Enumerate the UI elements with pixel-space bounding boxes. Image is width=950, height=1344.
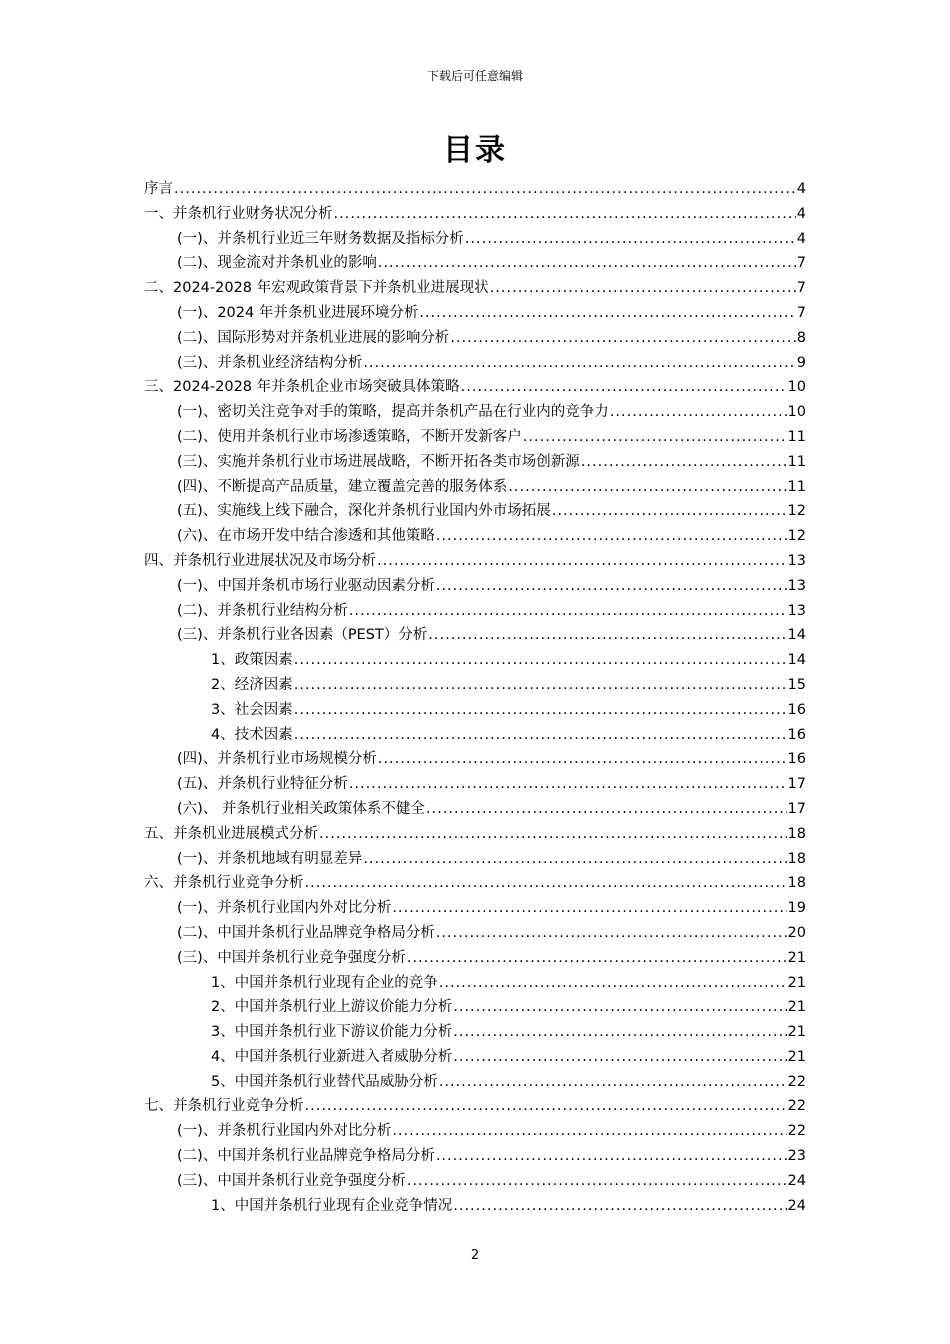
toc-dot-leader [436, 524, 787, 549]
toc-entry-page: 24 [787, 1197, 806, 1214]
toc-dot-leader [428, 623, 786, 648]
toc-entry-label: 1、政策因素 [211, 652, 293, 669]
toc-entry-label: 4、技术因素 [211, 726, 293, 743]
toc-entry-label: (三)、并条机行业各因素（PEST）分析 [177, 627, 428, 644]
toc-entry-label: (二)、使用并条机行业市场渗透策略，不断开发新客户 [177, 428, 522, 445]
toc-dot-leader [465, 227, 796, 252]
toc-entry[interactable] [144, 747, 806, 772]
toc-dot-leader [453, 1045, 786, 1070]
toc-entry-label: (四)、并条机行业市场规模分析 [177, 751, 377, 768]
toc-dot-leader [305, 871, 787, 896]
toc-dot-leader [450, 326, 795, 351]
toc-entry-page: 18 [787, 825, 806, 842]
toc-dot-leader [334, 202, 796, 227]
toc-entry-page: 21 [787, 1024, 806, 1041]
toc-dot-leader [378, 251, 796, 276]
toc-entry-label: 序言 [144, 181, 173, 197]
toc-entry-label: 5、中国并条机行业替代品威胁分析 [211, 1073, 438, 1090]
table-of-contents [144, 177, 806, 1218]
toc-entry[interactable] [144, 772, 806, 797]
toc-dot-leader [294, 648, 787, 673]
toc-entry-label: (四)、不断提高产品质量，建立覆盖完善的服务体系 [177, 478, 508, 495]
toc-entry-label: 六、并条机行业竞争分析 [144, 875, 304, 892]
toc-entry[interactable] [144, 450, 806, 475]
toc-entry[interactable] [144, 375, 806, 400]
toc-entry[interactable] [144, 475, 806, 500]
toc-dot-leader [419, 301, 795, 326]
toc-dot-leader [294, 698, 787, 723]
toc-entry-label: (三)、中国并条机行业竞争强度分析 [177, 1172, 406, 1189]
toc-entry-page: 7 [796, 304, 806, 321]
toc-entry[interactable] [144, 276, 806, 301]
page-number: 2 [470, 1248, 480, 1263]
toc-entry-page: 11 [787, 428, 806, 445]
toc-dot-leader [363, 351, 795, 376]
toc-entry[interactable] [144, 425, 806, 450]
toc-entry-page: 21 [787, 949, 806, 966]
toc-dot-leader [305, 1094, 787, 1119]
toc-entry[interactable] [144, 549, 806, 574]
toc-entry-label: (一)、并条机行业国内外对比分析 [177, 1123, 392, 1140]
toc-entry[interactable] [144, 971, 806, 996]
toc-dot-leader [436, 921, 787, 946]
toc-dot-leader [392, 896, 786, 921]
toc-entry-page: 16 [787, 751, 806, 768]
toc-dot-leader [363, 847, 786, 872]
toc-entry-page: 13 [787, 602, 806, 619]
toc-entry[interactable] [144, 326, 806, 351]
toc-entry[interactable] [144, 1144, 806, 1169]
toc-entry-page: 10 [787, 404, 806, 421]
toc-entry-page: 7 [796, 255, 806, 272]
toc-dot-leader [453, 1194, 786, 1219]
toc-entry[interactable] [144, 995, 806, 1020]
toc-entry[interactable] [144, 1194, 806, 1219]
toc-dot-leader [581, 450, 787, 475]
toc-entry-page: 4 [796, 181, 806, 197]
toc-entry[interactable] [144, 599, 806, 624]
toc-entry-page: 21 [787, 999, 806, 1016]
header-note: 下载后可任意编辑 [426, 69, 523, 83]
toc-entry-page: 18 [787, 850, 806, 867]
toc-entry[interactable] [144, 400, 806, 425]
toc-entry[interactable] [144, 698, 806, 723]
toc-entry[interactable] [144, 574, 806, 599]
toc-entry[interactable] [144, 177, 806, 202]
toc-entry-page: 21 [787, 974, 806, 991]
toc-entry-page: 22 [787, 1073, 806, 1090]
toc-dot-leader [392, 1119, 786, 1144]
toc-entry-label: 3、社会因素 [211, 701, 293, 718]
toc-entry-page: 18 [787, 875, 806, 892]
toc-entry[interactable] [144, 648, 806, 673]
toc-entry[interactable] [144, 1094, 806, 1119]
toc-dot-leader [174, 177, 796, 202]
toc-dot-leader [461, 375, 787, 400]
toc-entry-label: 3、中国并条机行业下游议价能力分析 [211, 1024, 453, 1041]
toc-entry-label: 1、中国并条机行业现有企业竞争情况 [211, 1197, 453, 1214]
toc-entry[interactable] [144, 251, 806, 276]
toc-entry-page: 20 [787, 924, 806, 941]
toc-dot-leader [523, 425, 787, 450]
toc-dot-leader [610, 400, 787, 425]
toc-entry-label: (三)、实施并条机行业市场进展战略，不断开拓各类市场创新源 [177, 453, 580, 470]
toc-entry-label: (一)、2024 年并条机业进展环境分析 [177, 304, 419, 321]
toc-dot-leader [439, 1070, 787, 1095]
toc-dot-leader [439, 971, 787, 996]
toc-entry-page: 10 [787, 379, 806, 396]
toc-entry-label: 二、2024-2028 年宏观政策背景下并条机业进展现状 [144, 280, 489, 297]
toc-entry[interactable] [144, 673, 806, 698]
toc-dot-leader [453, 995, 786, 1020]
toc-entry-label: (一)、密切关注竞争对手的策略，提高并条机产品在行业内的竞争力 [177, 404, 609, 421]
toc-dot-leader [294, 673, 787, 698]
toc-entry-page: 17 [787, 776, 806, 793]
toc-entry-page: 15 [787, 676, 806, 693]
toc-entry-page: 22 [787, 1123, 806, 1140]
toc-entry[interactable] [144, 921, 806, 946]
toc-entry-label: 五、并条机业进展模式分析 [144, 825, 318, 842]
toc-entry[interactable] [144, 623, 806, 648]
toc-entry-label: 四、并条机行业进展状况及市场分析 [144, 552, 376, 569]
toc-dot-leader [349, 599, 787, 624]
toc-entry-label: (一)、中国并条机市场行业驱动因素分析 [177, 577, 435, 594]
toc-entry-label: (二)、并条机行业结构分析 [177, 602, 348, 619]
toc-dot-leader [407, 946, 787, 971]
toc-entry-label: 2、中国并条机行业上游议价能力分析 [211, 999, 453, 1016]
toc-entry-label: (三)、中国并条机行业竞争强度分析 [177, 949, 406, 966]
toc-dot-leader [552, 499, 787, 524]
toc-entry-label: 4、中国并条机行业新进入者威胁分析 [211, 1048, 453, 1065]
toc-entry-page: 17 [787, 800, 806, 817]
toc-entry-page: 14 [787, 652, 806, 669]
toc-entry-label: (五)、实施线上线下融合，深化并条机行业国内外市场拓展 [177, 503, 551, 520]
toc-dot-leader [349, 772, 787, 797]
toc-entry-page: 13 [787, 552, 806, 569]
toc-entry[interactable] [144, 896, 806, 921]
toc-entry-page: 23 [787, 1148, 806, 1165]
toc-entry-page: 13 [787, 577, 806, 594]
toc-entry[interactable] [144, 797, 806, 822]
toc-entry[interactable] [144, 723, 806, 748]
toc-entry-label: 一、并条机行业财务状况分析 [144, 205, 333, 222]
toc-entry[interactable] [144, 871, 806, 896]
toc-entry-label: (六)、在市场开发中结合渗透和其他策略 [177, 528, 435, 545]
toc-entry-label: (三)、并条机业经济结构分析 [177, 354, 363, 371]
toc-entry[interactable] [144, 301, 806, 326]
toc-dot-leader [319, 822, 787, 847]
toc-entry[interactable] [144, 202, 806, 227]
toc-entry-page: 11 [787, 453, 806, 470]
toc-entry-page: 7 [796, 280, 806, 297]
toc-dot-leader [436, 574, 787, 599]
toc-entry[interactable] [144, 227, 806, 252]
toc-entry-page: 22 [787, 1098, 806, 1115]
toc-entry-label: (一)、并条机行业国内外对比分析 [177, 900, 392, 917]
toc-entry[interactable] [144, 1020, 806, 1045]
toc-entry-page: 4 [796, 205, 806, 222]
toc-entry[interactable] [144, 1169, 806, 1194]
toc-dot-leader [378, 747, 787, 772]
toc-entry[interactable] [144, 351, 806, 376]
toc-entry-page: 12 [787, 528, 806, 545]
toc-entry-page: 4 [796, 230, 806, 247]
toc-dot-leader [426, 797, 787, 822]
toc-entry-page: 19 [787, 900, 806, 917]
toc-dot-leader [453, 1020, 786, 1045]
toc-entry[interactable] [144, 1070, 806, 1095]
toc-entry[interactable] [144, 499, 806, 524]
toc-entry-label: (一)、并条机地域有明显差异 [177, 850, 363, 867]
toc-entry-page: 24 [787, 1172, 806, 1189]
toc-entry-page: 16 [787, 726, 806, 743]
toc-dot-leader [490, 276, 796, 301]
toc-dot-leader [508, 475, 786, 500]
toc-entry-label: 2、经济因素 [211, 676, 293, 693]
toc-entry-label: 1、中国并条机行业现有企业的竞争 [211, 974, 438, 991]
toc-entry-page: 11 [787, 478, 806, 495]
toc-title: 目录 [443, 133, 507, 168]
toc-entry-page: 14 [787, 627, 806, 644]
toc-entry-label: 三、2024-2028 年并条机企业市场突破具体策略 [144, 379, 460, 396]
toc-entry-label: (五)、并条机行业特征分析 [177, 776, 348, 793]
toc-entry-page: 21 [787, 1048, 806, 1065]
toc-entry-label: (二)、现金流对并条机业的影响 [177, 255, 377, 272]
toc-entry-label: (二)、国际形势对并条机业进展的影响分析 [177, 329, 450, 346]
toc-entry-label: (二)、中国并条机行业品牌竞争格局分析 [177, 924, 435, 941]
toc-entry-page: 16 [787, 701, 806, 718]
toc-dot-leader [294, 723, 787, 748]
toc-entry-page: 9 [796, 354, 806, 371]
toc-entry-label: (一)、并条机行业近三年财务数据及指标分析 [177, 230, 464, 247]
toc-entry[interactable] [144, 822, 806, 847]
toc-dot-leader [377, 549, 787, 574]
toc-entry[interactable] [144, 1045, 806, 1070]
toc-dot-leader [407, 1169, 787, 1194]
toc-entry-label: 七、并条机行业竞争分析 [144, 1098, 304, 1115]
toc-dot-leader [436, 1144, 787, 1169]
toc-entry[interactable] [144, 1119, 806, 1144]
toc-entry-label: (二)、中国并条机行业品牌竞争格局分析 [177, 1148, 435, 1165]
toc-entry[interactable] [144, 847, 806, 872]
toc-entry-page: 8 [796, 329, 806, 346]
toc-entry[interactable] [144, 524, 806, 549]
toc-entry-page: 12 [787, 503, 806, 520]
toc-entry[interactable] [144, 946, 806, 971]
toc-entry-label: (六)、 并条机行业相关政策体系不健全 [177, 800, 425, 817]
